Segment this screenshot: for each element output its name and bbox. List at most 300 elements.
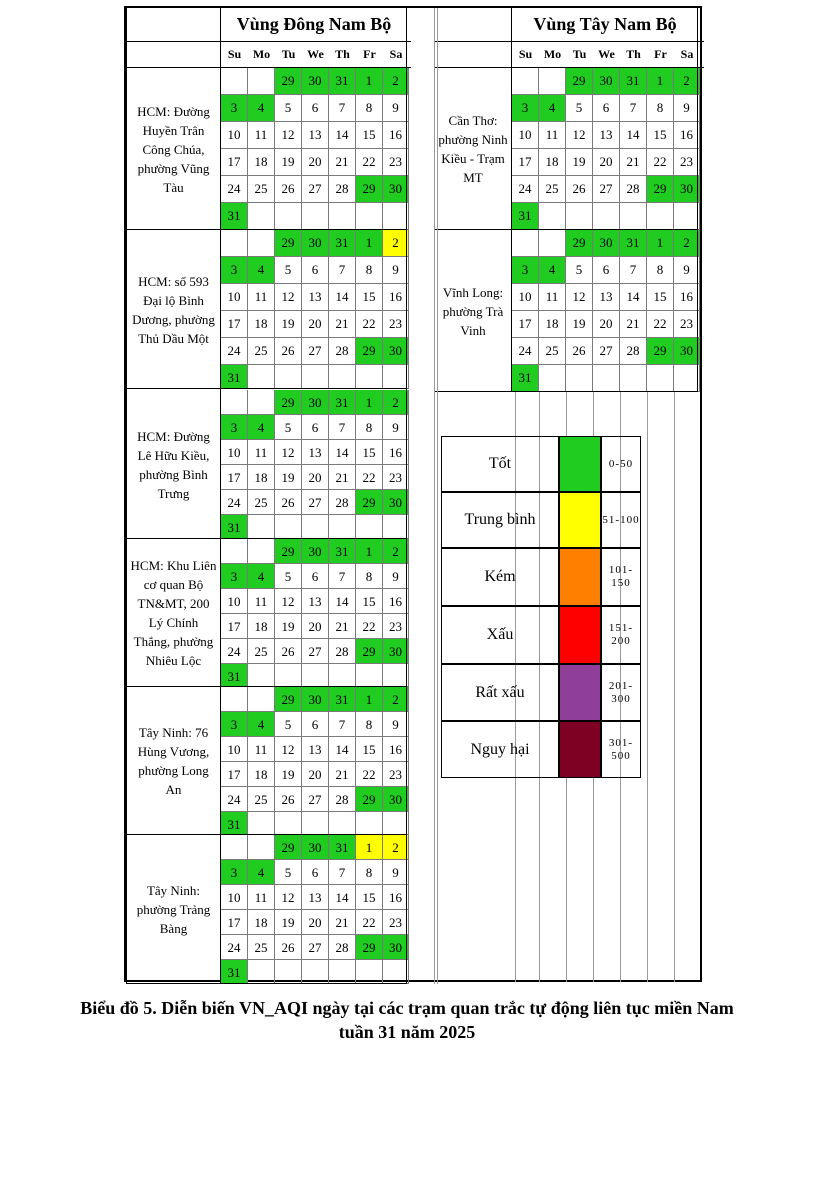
day-cell: 13 [302, 737, 329, 762]
day-cell: 26 [275, 787, 302, 812]
day-cell: 31 [221, 664, 248, 687]
day-cell: 6 [302, 415, 329, 440]
day-cell: 26 [566, 176, 593, 203]
empty-day-cell [356, 515, 383, 539]
station-label: HCM: Khu Liên cơ quan Bộ TN&MT, 200 Lý Chính Thắng, phường Nhiêu Lộc [130, 558, 217, 668]
empty-day-cell [356, 664, 383, 687]
day-cell: 28 [329, 935, 356, 960]
day-cell: 10 [221, 440, 248, 465]
day-cell: 28 [329, 639, 356, 664]
day-cell: 6 [302, 257, 329, 284]
day-cell: 10 [221, 885, 248, 910]
day-cell: 30 [302, 68, 329, 95]
day-cell: 28 [329, 490, 356, 515]
day-cell: 8 [356, 860, 383, 885]
day-cell: 29 [275, 539, 302, 564]
empty-day-cell [248, 68, 275, 95]
day-cell: 9 [383, 415, 409, 440]
day-cell: 15 [356, 284, 383, 311]
day-cell: 25 [248, 176, 275, 203]
legend-label: Nguy hại [441, 721, 559, 778]
empty-day-cell [620, 203, 647, 230]
day-cell: 16 [383, 589, 409, 614]
day-cell: 14 [620, 284, 647, 311]
day-cell: 9 [383, 564, 409, 589]
day-cell: 19 [275, 762, 302, 787]
day-cell: 3 [221, 564, 248, 589]
day-cell: 31 [221, 960, 248, 984]
day-cell: 3 [221, 712, 248, 737]
day-cell: 20 [302, 311, 329, 338]
day-cell: 5 [275, 860, 302, 885]
day-cell: 29 [356, 935, 383, 960]
day-cell: 2 [383, 390, 409, 415]
day-cell: 31 [221, 365, 248, 389]
weekday-header: Mo [543, 47, 562, 61]
day-cell: 17 [221, 311, 248, 338]
day-cell: 21 [329, 762, 356, 787]
weekday-header: Su [227, 47, 242, 61]
day-cell: 23 [674, 149, 700, 176]
day-cell: 30 [383, 338, 409, 365]
day-cell: 9 [383, 712, 409, 737]
day-cell: 31 [221, 812, 248, 835]
day-cell: 19 [566, 149, 593, 176]
empty-day-cell [356, 203, 383, 230]
day-cell: 27 [302, 935, 329, 960]
station-label: HCM: Đường Lê Hữu Kiều, phường Bình Trưng [137, 428, 210, 501]
legend-range: 0-50 [601, 436, 641, 492]
day-cell: 11 [539, 284, 566, 311]
day-cell: 10 [221, 589, 248, 614]
day-cell: 30 [302, 835, 329, 860]
day-cell: 23 [383, 311, 409, 338]
day-cell: 13 [302, 440, 329, 465]
day-cell: 18 [539, 311, 566, 338]
day-cell: 15 [356, 122, 383, 149]
day-cell: 12 [566, 122, 593, 149]
day-cell: 26 [275, 338, 302, 365]
empty-day-cell [539, 68, 566, 95]
empty-day-cell [275, 203, 302, 230]
empty-day-cell [647, 203, 674, 230]
day-cell: 29 [647, 338, 674, 365]
day-cell: 8 [356, 257, 383, 284]
day-cell: 4 [539, 95, 566, 122]
day-cell: 24 [221, 639, 248, 664]
day-cell: 14 [329, 440, 356, 465]
caption-subtitle: tuần 31 năm 2025 [338, 1022, 476, 1042]
empty-day-cell [221, 230, 248, 257]
day-cell: 22 [647, 149, 674, 176]
day-cell: 5 [566, 257, 593, 284]
station-label: Tây Ninh: 76 Hùng Vương, phường Long An [137, 725, 210, 797]
day-cell: 18 [539, 149, 566, 176]
grid-guide-line [434, 8, 435, 984]
day-cell: 3 [221, 257, 248, 284]
day-cell: 7 [620, 257, 647, 284]
day-cell: 21 [329, 311, 356, 338]
day-cell: 17 [221, 910, 248, 935]
empty-day-cell [566, 203, 593, 230]
day-cell: 11 [248, 440, 275, 465]
station-label: HCM: số 593 Đại lộ Bình Dương, phường Thủ Dầu Một [132, 273, 215, 346]
legend-range: 201-300 [601, 664, 641, 721]
day-cell: 15 [647, 122, 674, 149]
day-cell: 9 [674, 257, 700, 284]
day-cell: 30 [302, 390, 329, 415]
grid-guide-line [674, 392, 675, 982]
empty-day-cell [248, 230, 275, 257]
day-cell: 7 [329, 712, 356, 737]
day-cell: 22 [356, 614, 383, 639]
legend-label: Trung bình [441, 492, 559, 548]
day-cell: 15 [356, 589, 383, 614]
day-cell: 31 [329, 230, 356, 257]
day-cell: 29 [356, 176, 383, 203]
day-cell: 25 [248, 935, 275, 960]
station-block-divider [126, 983, 407, 984]
legend-swatch [559, 606, 601, 664]
empty-day-cell [248, 812, 275, 835]
day-cell: 31 [221, 515, 248, 539]
day-cell: 10 [512, 284, 539, 311]
figure-caption [0, 996, 814, 1044]
day-cell: 7 [329, 860, 356, 885]
day-cell: 21 [620, 149, 647, 176]
day-cell: 5 [566, 95, 593, 122]
day-cell: 13 [593, 122, 620, 149]
day-cell: 11 [539, 122, 566, 149]
station-label: Vĩnh Long: phường Trà Vinh [442, 284, 504, 338]
day-cell: 14 [329, 122, 356, 149]
day-cell: 11 [248, 284, 275, 311]
day-cell: 25 [539, 338, 566, 365]
day-cell: 19 [275, 614, 302, 639]
empty-day-cell [275, 515, 302, 539]
legend-range: 101-150 [601, 548, 641, 606]
day-cell: 15 [647, 284, 674, 311]
day-cell: 15 [356, 440, 383, 465]
day-cell: 30 [383, 935, 409, 960]
empty-day-cell [329, 365, 356, 389]
day-cell: 20 [593, 149, 620, 176]
day-cell: 22 [356, 149, 383, 176]
day-cell: 25 [248, 639, 275, 664]
day-cell: 24 [221, 490, 248, 515]
empty-day-cell [248, 664, 275, 687]
empty-day-cell [356, 812, 383, 835]
day-cell: 2 [674, 68, 700, 95]
day-cell: 15 [356, 885, 383, 910]
day-cell: 24 [512, 338, 539, 365]
day-cell: 16 [383, 440, 409, 465]
day-cell: 11 [248, 737, 275, 762]
day-cell: 9 [383, 860, 409, 885]
day-cell: 31 [329, 390, 356, 415]
day-cell: 12 [275, 440, 302, 465]
day-cell: 20 [593, 311, 620, 338]
day-cell: 13 [302, 122, 329, 149]
day-cell: 24 [221, 176, 248, 203]
day-cell: 8 [647, 95, 674, 122]
weekday-header: We [307, 47, 324, 61]
grid-guide-line [437, 8, 438, 984]
day-cell: 14 [329, 284, 356, 311]
day-cell: 19 [275, 910, 302, 935]
empty-day-cell [566, 365, 593, 392]
label-grid-separator [220, 8, 221, 984]
day-cell: 7 [329, 257, 356, 284]
day-cell: 31 [620, 68, 647, 95]
day-cell: 20 [302, 149, 329, 176]
empty-day-cell [539, 203, 566, 230]
station-label: HCM: Đường Huyền Trân Công Chúa, phường Vũng Tàu [137, 103, 210, 195]
empty-day-cell [248, 835, 275, 860]
day-cell: 4 [248, 712, 275, 737]
day-cell: 1 [356, 687, 383, 712]
legend-swatch [559, 664, 601, 721]
empty-day-cell [329, 203, 356, 230]
day-cell: 20 [302, 762, 329, 787]
day-cell: 5 [275, 257, 302, 284]
panel-right-border [697, 8, 698, 392]
aqi-calendar-figure [124, 6, 702, 982]
day-cell: 5 [275, 95, 302, 122]
weekday-header: Th [335, 47, 350, 61]
day-cell: 27 [593, 338, 620, 365]
day-cell: 16 [674, 284, 700, 311]
day-cell: 2 [383, 68, 409, 95]
day-cell: 23 [383, 465, 409, 490]
day-cell: 29 [275, 835, 302, 860]
day-cell: 17 [221, 762, 248, 787]
day-cell: 29 [566, 68, 593, 95]
day-cell: 10 [221, 737, 248, 762]
day-cell: 18 [248, 149, 275, 176]
day-cell: 3 [512, 95, 539, 122]
station-label: Tây Ninh: phường Trảng Bàng [136, 883, 211, 936]
day-cell: 17 [221, 149, 248, 176]
day-cell: 4 [248, 415, 275, 440]
day-cell: 29 [356, 338, 383, 365]
day-cell: 17 [512, 311, 539, 338]
legend-swatch [559, 548, 601, 606]
day-cell: 6 [593, 95, 620, 122]
day-cell: 9 [383, 95, 409, 122]
day-cell: 23 [383, 149, 409, 176]
day-cell: 17 [512, 149, 539, 176]
day-cell: 19 [275, 311, 302, 338]
empty-day-cell [248, 515, 275, 539]
day-cell: 11 [248, 122, 275, 149]
day-cell: 27 [302, 338, 329, 365]
day-cell: 9 [674, 95, 700, 122]
empty-day-cell [512, 68, 539, 95]
day-cell: 31 [329, 835, 356, 860]
day-cell: 22 [356, 465, 383, 490]
day-cell: 5 [275, 415, 302, 440]
day-cell: 12 [275, 122, 302, 149]
day-cell: 7 [329, 95, 356, 122]
panel-left-border [126, 8, 127, 984]
empty-day-cell [302, 203, 329, 230]
day-cell: 13 [302, 284, 329, 311]
day-cell: 24 [221, 935, 248, 960]
day-cell: 17 [221, 465, 248, 490]
day-cell: 27 [593, 176, 620, 203]
day-cell: 2 [383, 835, 409, 860]
day-cell: 10 [221, 122, 248, 149]
header-divider [512, 41, 698, 42]
day-cell: 21 [329, 465, 356, 490]
day-cell: 27 [302, 176, 329, 203]
legend-label: Kém [441, 548, 559, 606]
day-cell: 4 [248, 95, 275, 122]
day-cell: 30 [593, 230, 620, 257]
day-cell: 31 [329, 68, 356, 95]
day-cell: 2 [383, 687, 409, 712]
day-cell: 30 [674, 176, 700, 203]
day-cell: 1 [356, 230, 383, 257]
day-cell: 16 [674, 122, 700, 149]
legend-label: Xấu [441, 606, 559, 664]
day-cell: 17 [221, 614, 248, 639]
day-cell: 5 [275, 712, 302, 737]
day-cell: 14 [329, 885, 356, 910]
day-cell: 22 [356, 311, 383, 338]
day-cell: 23 [383, 910, 409, 935]
day-cell: 30 [383, 787, 409, 812]
empty-day-cell [620, 365, 647, 392]
day-cell: 18 [248, 910, 275, 935]
day-cell: 29 [275, 687, 302, 712]
day-cell: 2 [674, 230, 700, 257]
day-cell: 1 [356, 835, 383, 860]
day-cell: 20 [302, 910, 329, 935]
empty-day-cell [356, 365, 383, 389]
station-block-divider [126, 388, 407, 389]
day-cell: 5 [275, 564, 302, 589]
day-cell: 28 [329, 787, 356, 812]
day-cell: 31 [620, 230, 647, 257]
legend-range: 51-100 [601, 492, 641, 548]
header-divider [221, 41, 407, 42]
day-cell: 25 [248, 490, 275, 515]
empty-day-cell [539, 365, 566, 392]
day-cell: 4 [539, 257, 566, 284]
day-cell: 26 [275, 176, 302, 203]
day-cell: 13 [302, 589, 329, 614]
day-cell: 19 [275, 149, 302, 176]
day-cell: 23 [674, 311, 700, 338]
day-cell: 4 [248, 564, 275, 589]
day-cell: 30 [302, 230, 329, 257]
day-cell: 30 [302, 539, 329, 564]
empty-day-cell [302, 515, 329, 539]
empty-day-cell [593, 203, 620, 230]
day-cell: 13 [593, 284, 620, 311]
legend-label: Rất xấu [441, 664, 559, 721]
day-cell: 29 [275, 390, 302, 415]
day-cell: 8 [356, 95, 383, 122]
day-cell: 29 [356, 490, 383, 515]
empty-day-cell [329, 812, 356, 835]
label-grid-separator [511, 8, 512, 392]
day-cell: 29 [275, 230, 302, 257]
day-cell: 30 [383, 176, 409, 203]
empty-day-cell [248, 960, 275, 984]
day-cell: 27 [302, 639, 329, 664]
day-cell: 21 [329, 614, 356, 639]
day-cell: 1 [647, 230, 674, 257]
region-title: Vùng Tây Nam Bộ [533, 14, 677, 34]
day-cell: 19 [275, 465, 302, 490]
day-cell: 18 [248, 614, 275, 639]
weekday-header: Sa [389, 47, 403, 61]
day-cell: 4 [248, 257, 275, 284]
day-cell: 29 [275, 68, 302, 95]
day-cell: 29 [566, 230, 593, 257]
day-cell: 12 [275, 737, 302, 762]
day-cell: 9 [383, 257, 409, 284]
day-cell: 30 [383, 490, 409, 515]
empty-day-cell [221, 390, 248, 415]
weekday-header: We [598, 47, 615, 61]
day-cell: 21 [620, 311, 647, 338]
station-label: Cần Thơ: phường Ninh Kiều - Trạm MT [438, 113, 508, 185]
day-cell: 12 [275, 885, 302, 910]
empty-day-cell [275, 664, 302, 687]
legend-range: 301-500 [601, 721, 641, 778]
empty-day-cell [593, 365, 620, 392]
weekday-header: Fr [363, 47, 376, 61]
empty-day-cell [248, 365, 275, 389]
day-cell: 26 [275, 639, 302, 664]
day-cell: 14 [329, 737, 356, 762]
day-cell: 6 [302, 95, 329, 122]
day-cell: 20 [302, 465, 329, 490]
day-cell: 16 [383, 737, 409, 762]
day-cell: 3 [221, 415, 248, 440]
weekday-header: Mo [252, 47, 271, 61]
day-cell: 28 [620, 176, 647, 203]
legend-label: Tốt [441, 436, 559, 492]
day-cell: 12 [275, 284, 302, 311]
legend-range: 151-200 [601, 606, 641, 664]
day-cell: 13 [302, 885, 329, 910]
day-cell: 31 [512, 365, 539, 392]
empty-day-cell [248, 390, 275, 415]
day-cell: 30 [383, 639, 409, 664]
day-cell: 2 [383, 230, 409, 257]
empty-day-cell [221, 68, 248, 95]
empty-day-cell [275, 365, 302, 389]
day-cell: 30 [674, 338, 700, 365]
day-cell: 3 [221, 95, 248, 122]
empty-day-cell [221, 687, 248, 712]
weekday-header: Fr [654, 47, 667, 61]
day-cell: 7 [329, 564, 356, 589]
day-cell: 15 [356, 737, 383, 762]
empty-day-cell [329, 960, 356, 984]
empty-day-cell [539, 230, 566, 257]
empty-day-cell [248, 539, 275, 564]
day-cell: 24 [221, 787, 248, 812]
empty-day-cell [647, 365, 674, 392]
day-cell: 11 [248, 589, 275, 614]
day-cell: 14 [329, 589, 356, 614]
